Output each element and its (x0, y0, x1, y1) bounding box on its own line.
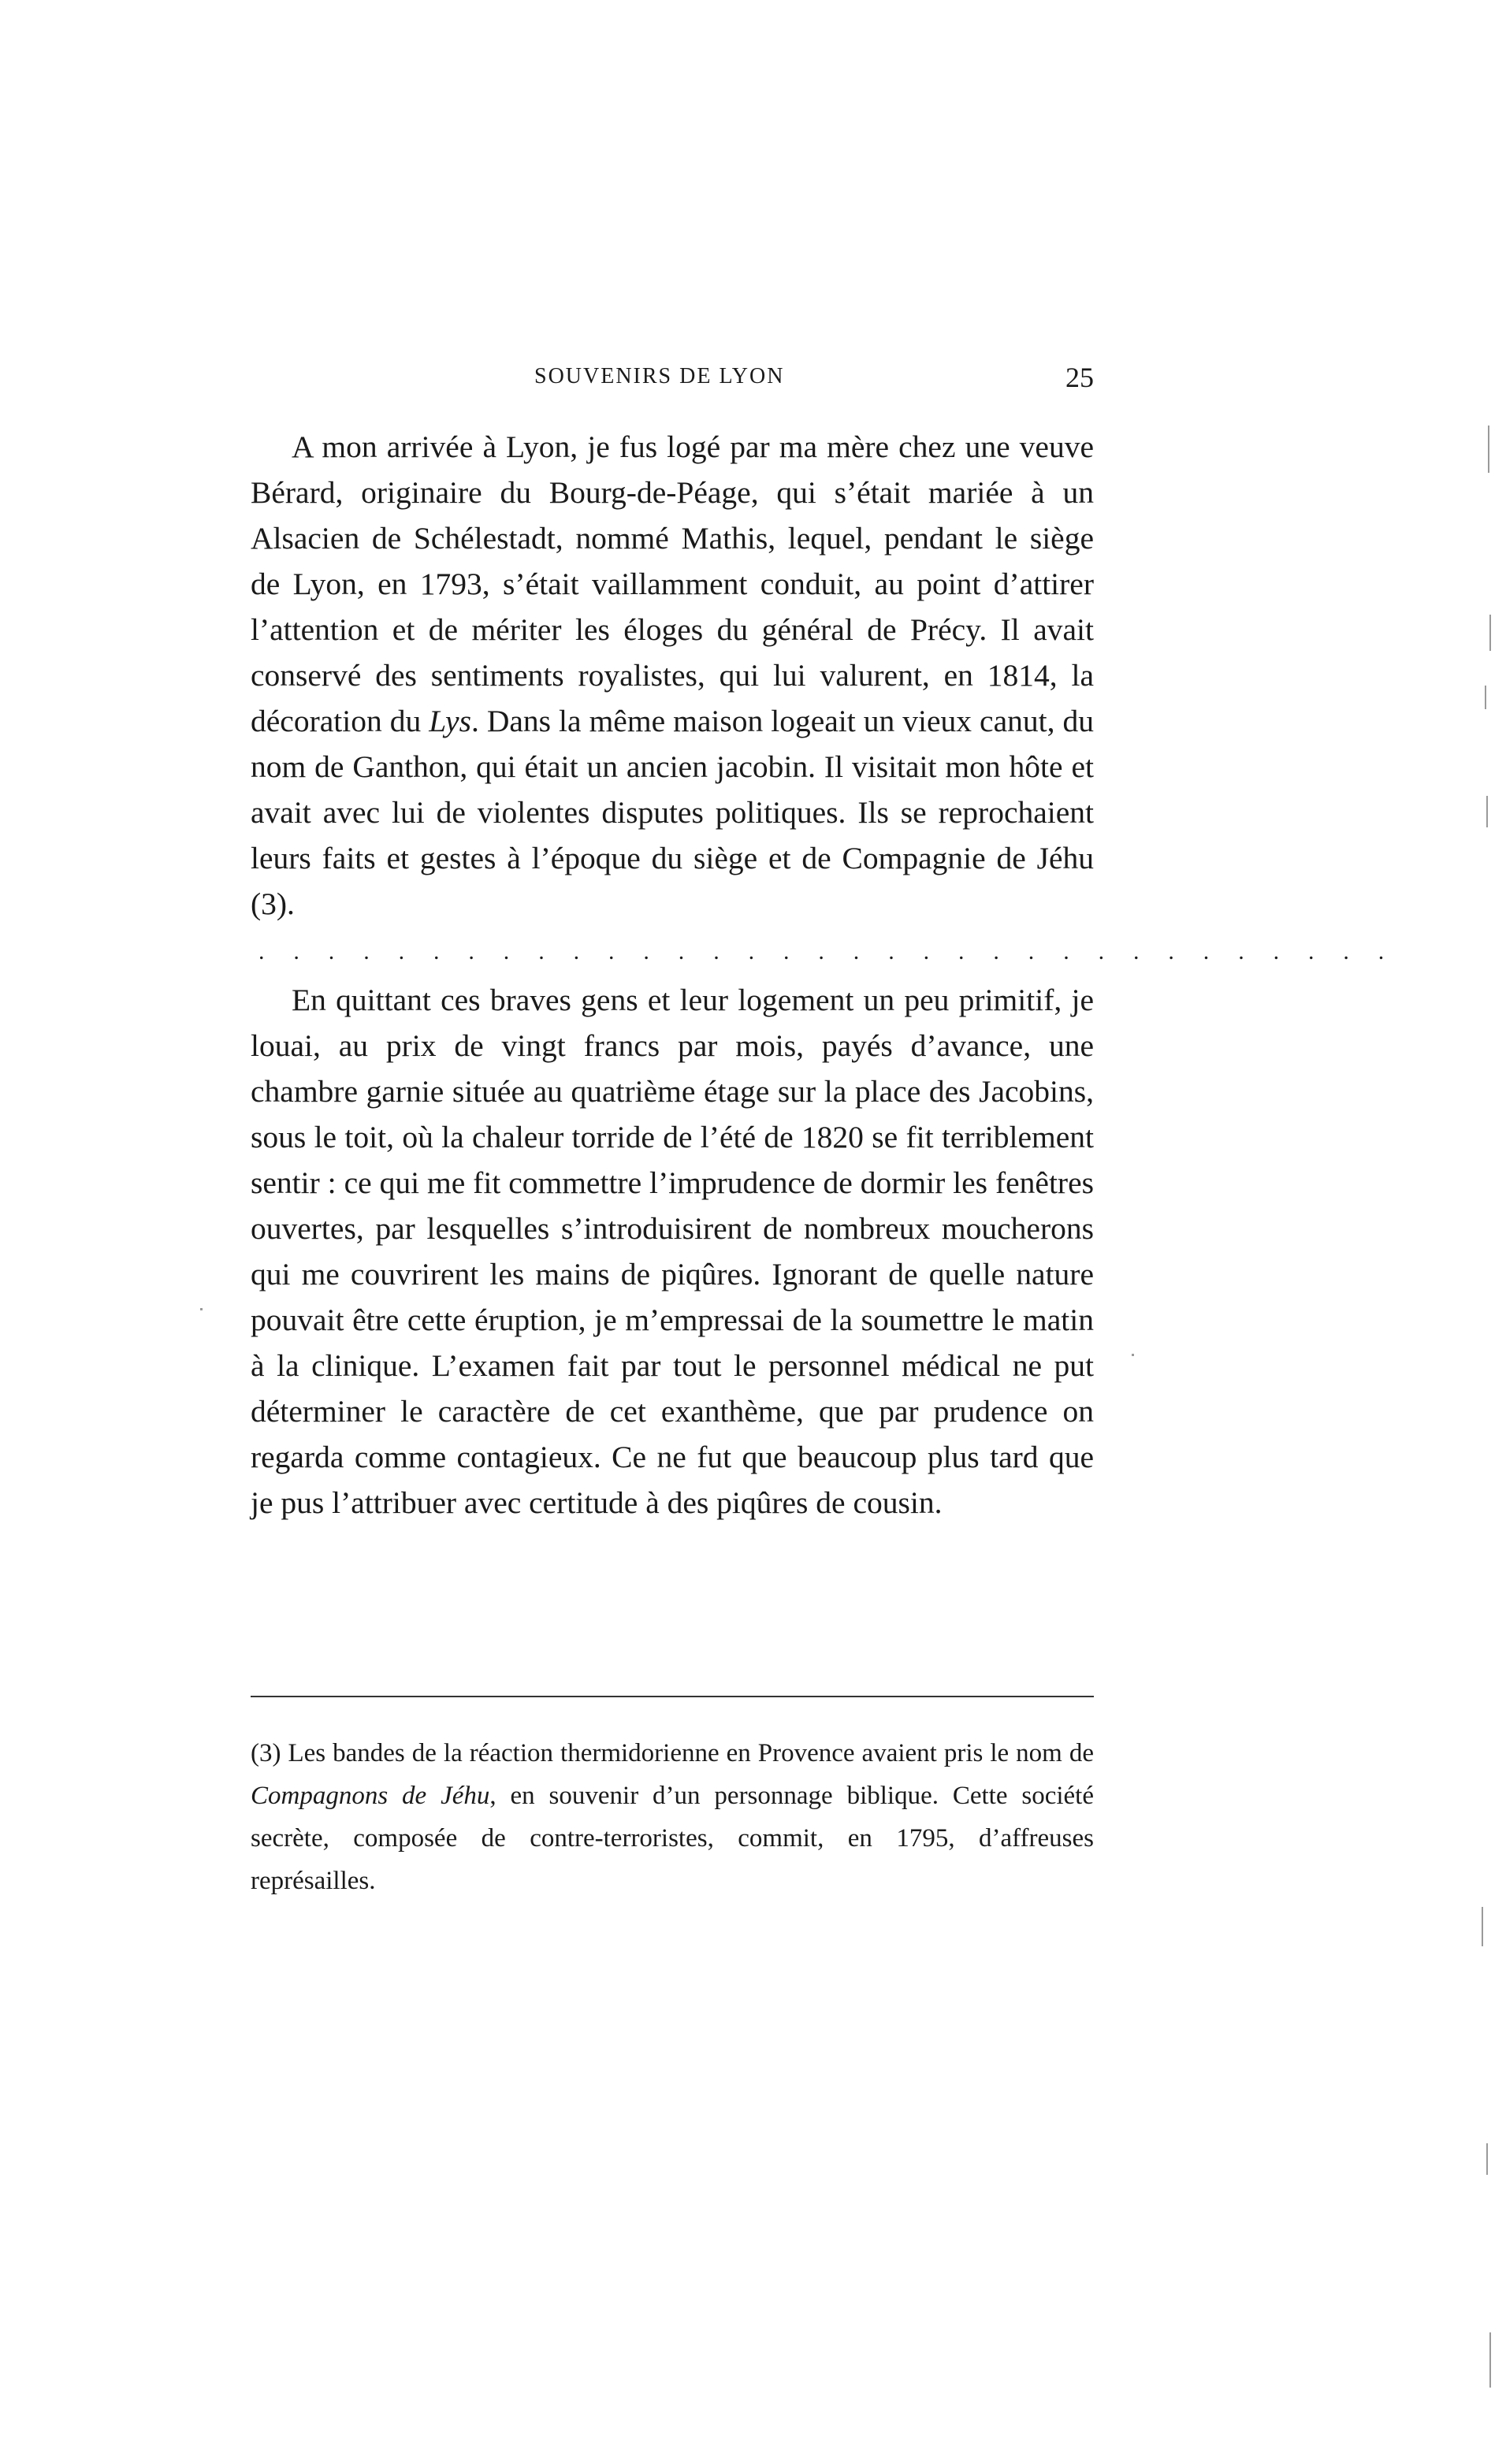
main-text (251, 424, 1396, 1526)
scan-mark (200, 1308, 203, 1310)
paragraph-2: En quittant ces braves gens et leur logement un peu primitif, je louai, au prix de vingt francs par mois, payés d’avance, une chambre garnie située au quatrième étage sur la place des Jacobins, sous le toit, où la chaleur torride de l’été de 1820 se fit terriblement sentir : ce qui me fit commettre l’imprudence de dormir les fenêtres ouvertes, par lesquelles s’introduisirent de nombreux moucherons qui me couvrirent les mains de piqûres. Ignorant de quelle nature pouvait être cette éruption, je m’empressai de la soumettre le matin à la clinique. L’examen fait par tout le personnel médical ne put déterminer le caractère de cet exanthème, que par prudence on regarda comme contagieux. Ce ne fut que beaucoup plus tard que je pus l’attribuer avec certitude à des piqûres de cousin. (251, 983, 1094, 1520)
running-head (251, 364, 1094, 396)
paragraph-1-italic: Lys (429, 704, 471, 738)
scan-mark (1132, 1354, 1134, 1356)
paragraph-1-text-b: . Dans la même maison logeait un vieux canut, du nom de Ganthon, qui était un ancien jacobin. Il visitait mon hôte et avait avec lui de violentes disputes politiques. Ils se reprochaient leurs faits et gestes à l’époque du siège et de Compagnie de Jéhu (3). (251, 704, 1094, 921)
footnote-3-text-a: (3) Les bandes de la réaction thermidorienne en Provence avaient pris le nom de (251, 1739, 1094, 1767)
ellipsis-separator: . . . . . . . . . . . . . . . . . . . . . . . . . . . . . . . . . (258, 938, 1396, 964)
running-title: SOUVENIRS DE LYON (534, 364, 785, 388)
footnote-3-italic: Compagnons de Jéhu (251, 1782, 490, 1810)
scan-mark (1489, 2332, 1491, 2388)
footnote-rule (251, 1696, 1094, 1697)
paragraph-1-text-a: A mon arrivée à Lyon, je fus logé par ma mère chez une veuve Bérard, originaire du Bourg-de-Péage, qui s’était mariée à un Alsacien de Schélestadt, nommé Mathis, lequel, pendant le siège de Lyon, en 1793, s’était vaillamment conduit, au point d’attirer l’attention et de mériter les éloges du général de Précy. Il avait conservé des sentiments royalistes, qui lui valurent, en 1814, la décoration du (251, 429, 1094, 738)
footnotes (251, 1732, 1094, 1902)
footnote-3-text-b: , en souvenir d’un personnage biblique. Cette société secrète, composée de contre-terroristes, commit, en 1795, d’affreuses représailles. (251, 1782, 1094, 1895)
scan-mark (1489, 615, 1491, 651)
page-number: 25 (1065, 362, 1094, 393)
scan-mark (1486, 796, 1488, 827)
scan-mark (1486, 2143, 1488, 2175)
scan-mark (1482, 1907, 1483, 1946)
scan-mark (1488, 426, 1489, 473)
paragraph-1 (251, 424, 1094, 927)
footnote-3 (251, 1732, 1094, 1902)
scan-mark (1485, 686, 1486, 709)
